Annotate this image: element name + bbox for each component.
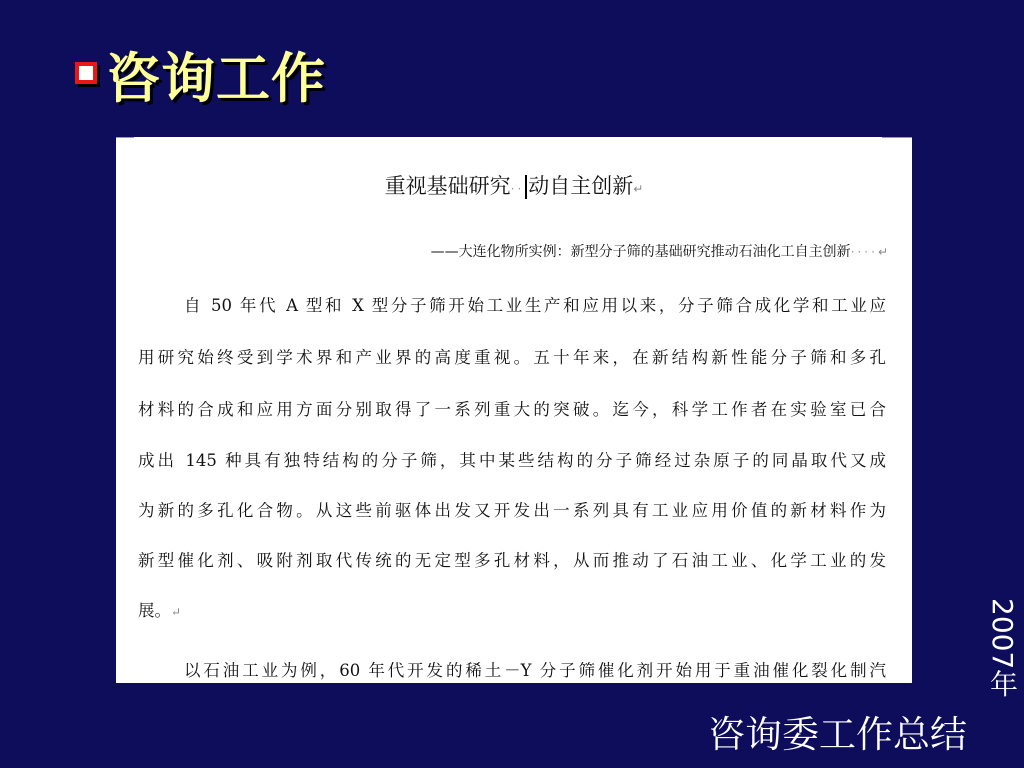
paragraph-mark-icon: ↵ — [171, 605, 182, 619]
document-screenshot — [116, 137, 912, 683]
subheading-dots: ···· — [850, 245, 878, 259]
heading-dots: ·· — [510, 182, 525, 196]
document-heading-right: 动自主创新 — [528, 174, 634, 198]
body-line: 材料的合成和应用方面分别取得了一系列重大的突破。迄今，科学工作者在实验室已合 — [138, 400, 886, 419]
text-cursor — [525, 175, 527, 199]
document-heading-left: 重视基础研究 — [384, 174, 511, 198]
body-line: 成出 145 种具有独特结构的分子筛，其中某些结构的分子筛经过杂原子的同晶取代又成 — [138, 451, 886, 470]
paragraph-mark-icon: ↵ — [633, 182, 644, 196]
body-line-end — [138, 597, 181, 621]
title-bullet-icon — [75, 62, 97, 84]
body-line: 用研究始终受到学术界和产业界的高度重视。五十年来，在新结构新性能分子筛和多孔 — [138, 348, 886, 367]
slide-title: 咨询工作 — [106, 47, 326, 110]
body-line: 自 50 年代 A 型和 X 型分子筛开始工业生产和应用以来，分子筛合成化学和工业应 — [184, 296, 886, 315]
document-heading — [116, 170, 912, 200]
body-line: 以石油工业为例，60 年代开发的稀土－Y 分子筛催化剂开始用于重油催化裂化制汽 — [184, 661, 886, 680]
body-line: 为新的多孔化合物。从这些前驱体出发又开发出一系列具有工业应用价值的新材料作为 — [138, 501, 886, 520]
footer-text: 咨询委工作总结 — [708, 713, 967, 756]
body-line-text: 展。 — [138, 601, 171, 620]
paragraph-mark-icon: ↵ — [877, 245, 888, 259]
document-subheading — [431, 241, 888, 261]
document-subheading-text: ——大连化物所实例：新型分子筛的基础研究推动石油化工自主创新 — [430, 244, 851, 260]
year-label: 2007年 — [986, 598, 1019, 698]
body-line: 新型催化剂、吸附剂取代传统的无定型多孔材料，从而推动了石油工业、化学工业的发 — [138, 551, 886, 570]
